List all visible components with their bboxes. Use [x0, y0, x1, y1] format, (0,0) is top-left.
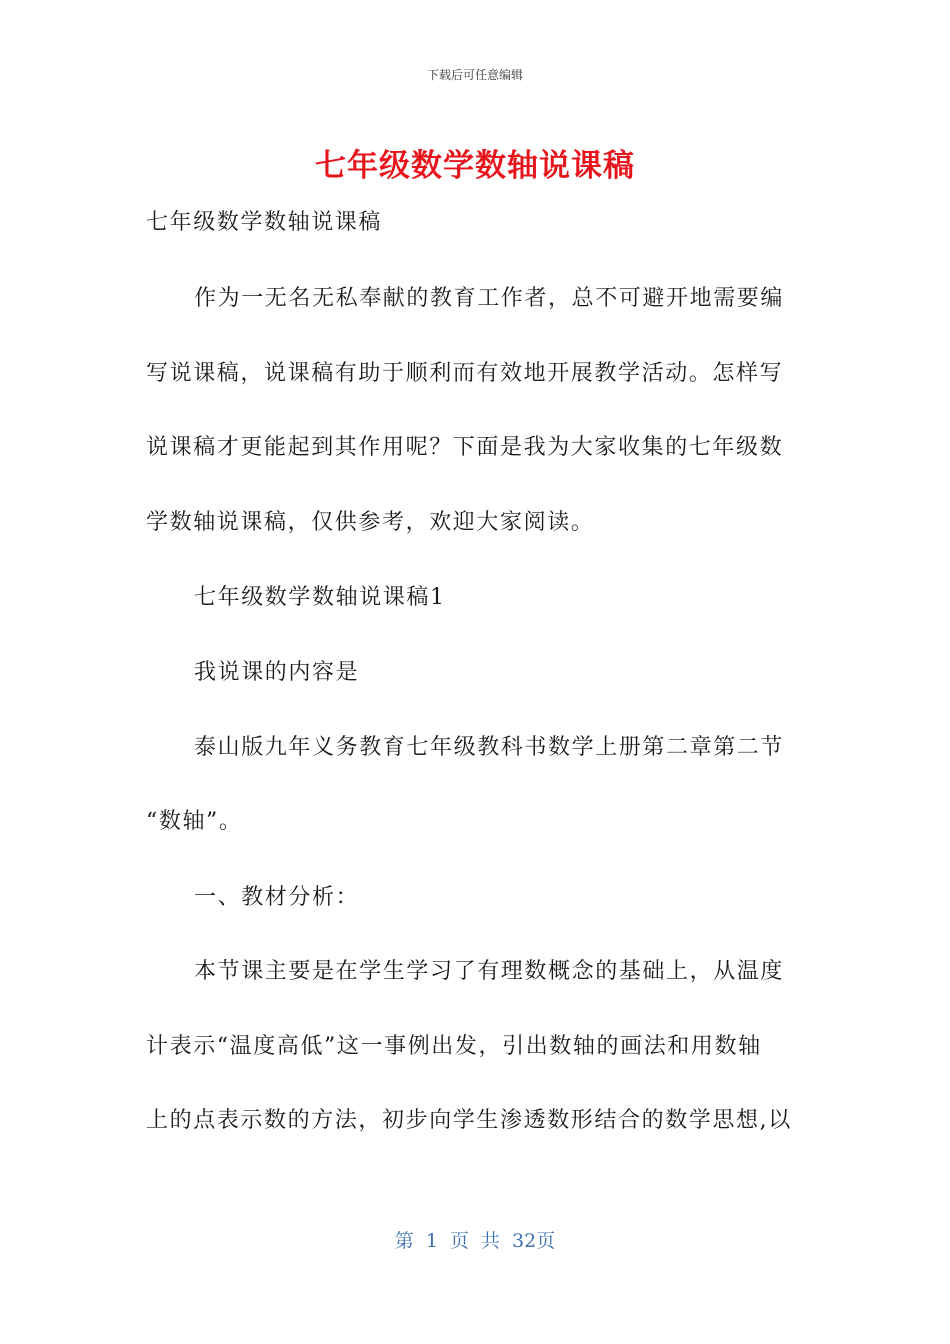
- page-header-note: 下载后可任意编辑: [426, 68, 523, 82]
- body-line-subtitle: 七年级数学数轴说课稿: [146, 210, 383, 235]
- body-line-analysis-heading: 一、教材分析：: [194, 885, 360, 910]
- body-line-analysis-2: 计表示“温度高低”这一事例出发，引出数轴的画法和用数轴: [146, 1034, 762, 1059]
- body-line-analysis-1: 本节课主要是在学生学习了有理数概念的基础上，从温度: [194, 959, 785, 984]
- body-line-content-intro: 我说课的内容是: [194, 660, 360, 685]
- body-line-paragraph-1: 作为一无名无私奉献的教育工作者，总不可避开地需要编: [194, 286, 785, 311]
- body-line-paragraph-3: 说课稿才更能起到其作用呢？下面是我为大家收集的七年级数: [146, 435, 784, 460]
- body-line-paragraph-2: 写说课稿，说课稿有助于顺利而有效地开展教学活动。怎样写: [146, 361, 784, 386]
- body-line-textbook-2: “数轴”。: [146, 809, 243, 834]
- body-line-paragraph-4: 学数轴说课稿，仅供参考，欢迎大家阅读。: [146, 510, 595, 535]
- page-number-footer: 第 1 页 共 32页: [394, 1230, 556, 1252]
- document-title: 七年级数学数轴说课稿: [315, 148, 635, 184]
- body-line-analysis-3: 上的点表示数的方法，初步向学生渗透数形结合的数学思想,以: [146, 1108, 792, 1133]
- body-line-section-heading: 七年级数学数轴说课稿1: [194, 585, 446, 610]
- body-line-textbook-1: 泰山版九年义务教育七年级教科书数学上册第二章第二节: [194, 735, 785, 760]
